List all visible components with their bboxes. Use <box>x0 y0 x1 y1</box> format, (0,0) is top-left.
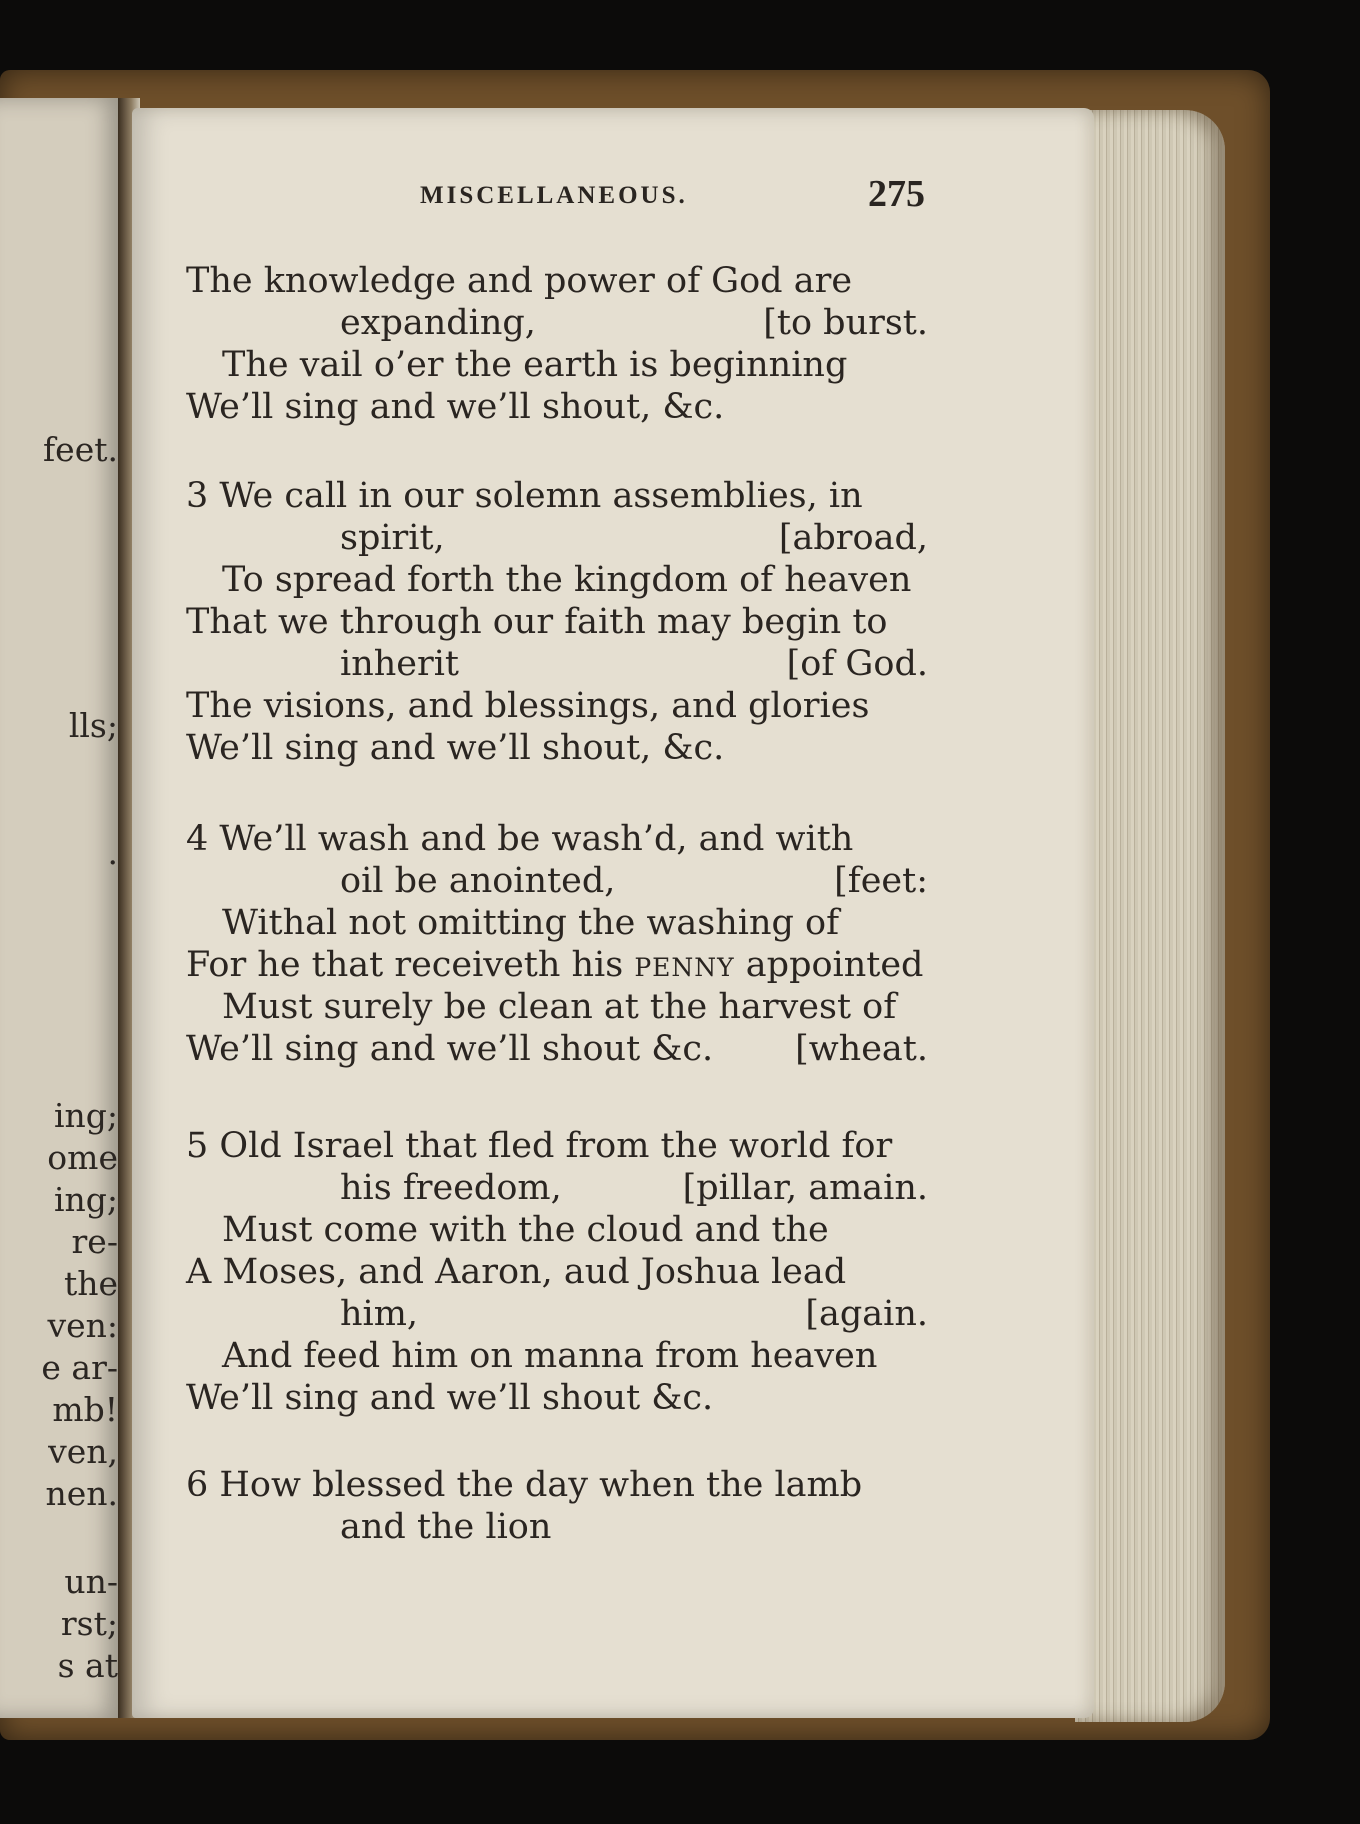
page-edges <box>1075 110 1225 1722</box>
verse-line: spirit, [abroad, <box>340 518 928 558</box>
verse-line: The vail o’er the earth is beginning <box>222 345 848 385</box>
left-page-fragment: ing; <box>53 1096 118 1135</box>
left-page-fragment: ven, <box>48 1432 118 1471</box>
verse-line: 4 We’ll wash and be wash’d, and with <box>186 819 854 859</box>
penny-small-caps: penny <box>634 945 735 985</box>
left-page-fragment: lls; <box>68 706 118 745</box>
left-page-fragment: un- <box>64 1562 118 1601</box>
verse-line: We’ll sing and we’ll shout, &c. <box>186 728 725 768</box>
left-page-fragment: e ar- <box>41 1348 118 1387</box>
verse-line: The visions, and blessings, and glories <box>186 686 870 726</box>
verse-line: 6 How blessed the day when the lamb <box>186 1465 863 1505</box>
left-page-fragment: ing; <box>53 1180 118 1219</box>
left-page-fragment: nen. <box>45 1474 118 1513</box>
left-page-fragment: rst; <box>60 1604 118 1643</box>
verse-line: and the lion <box>340 1507 552 1547</box>
verse-line: And feed him on manna from heaven <box>222 1336 878 1376</box>
verse-line: 3 We call in our solemn assemblies, in <box>186 476 863 516</box>
verse-line: To spread forth the kingdom of heaven <box>222 560 912 600</box>
left-page-fragment: re- <box>71 1222 118 1261</box>
left-page-fragment: feet. <box>42 430 118 469</box>
running-head: MISCELLANEOUS. <box>420 182 688 209</box>
left-page-fragment: ven: <box>47 1306 118 1345</box>
verse-line: That we through our faith may begin to <box>186 602 888 642</box>
verse-line: him, [again. <box>340 1294 928 1334</box>
verse-line: oil be anointed, [feet: <box>340 861 928 901</box>
left-page-fragment: s at <box>57 1646 118 1685</box>
verse-line: We’ll sing and we’ll shout &c. [wheat. <box>186 1029 928 1069</box>
left-page <box>0 98 126 1718</box>
left-page-fragment: . <box>107 833 118 872</box>
left-page-fragment: mb! <box>52 1390 118 1429</box>
verse-line: his freedom, [pillar, amain. <box>340 1168 928 1208</box>
verse-line: inherit [of God. <box>340 644 928 684</box>
verse-line: Must come with the cloud and the <box>222 1210 829 1250</box>
verse-line: The knowledge and power of God are <box>186 261 853 301</box>
verse-line: Withal not omitting the washing of <box>222 903 840 943</box>
page-number: 275 <box>868 173 925 215</box>
verse-line: We’ll sing and we’ll shout, &c. <box>186 387 725 427</box>
verse-line: We’ll sing and we’ll shout &c. <box>186 1378 714 1418</box>
left-page-fragment: the <box>63 1264 118 1303</box>
verse-line: For he that receiveth his penny appointed <box>186 945 924 985</box>
verse-line: Must surely be clean at the harvest of <box>222 987 897 1027</box>
verse-line: 5 Old Israel that fled from the world for <box>186 1126 893 1166</box>
verse-line: expanding, [to burst. <box>340 303 928 343</box>
verse-line: A Moses, and Aaron, aud Joshua lead <box>186 1252 847 1292</box>
left-page-fragment: ome <box>47 1138 118 1177</box>
